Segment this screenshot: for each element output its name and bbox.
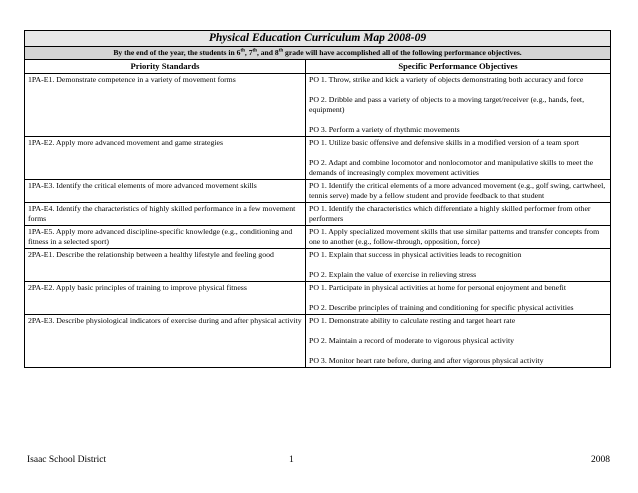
intro-row <box>25 47 611 60</box>
table-row <box>25 282 611 315</box>
table-row <box>25 249 611 282</box>
performance-objectives <box>306 137 611 180</box>
footer-page-number: 1 <box>289 455 294 465</box>
title-row <box>25 31 611 47</box>
performance-objective: PO 1. Throw, strike and kick a variety of objects demonstrating both accuracy and force <box>309 75 584 84</box>
priority-standard: 2PA-E3. Describe physiological indicators of exercise during and after physical activity <box>25 315 306 368</box>
performance-objective: PO 2. Dribble and pass a variety of objects to a moving target/receiver (e.g., hands, feet, equipment) <box>309 95 585 114</box>
column-header-objectives: Specific Performance Objectives <box>306 60 611 74</box>
column-header-standards: Priority Standards <box>25 60 306 74</box>
priority-standard: 1PA-E2. Apply more advanced movement and game strategies <box>25 137 306 180</box>
performance-objective: PO 1. Apply specialized movement skills that use similar patterns and transfer concepts from one to another (e.g., follow-through, opposition, force) <box>309 227 600 246</box>
intro-sup-3: th <box>278 48 284 54</box>
performance-objective: PO 3. Perform a variety of rhythmic movements <box>309 125 460 134</box>
performance-objective: PO 1. Utilize basic offensive and defensive skills in a modified version of a team sport <box>309 138 580 147</box>
intro-text-4: grade will have accomplished all of the following performance objectives. <box>283 48 522 57</box>
performance-objectives <box>306 249 611 282</box>
performance-objectives <box>306 226 611 249</box>
intro-text-2: , 7 <box>244 48 253 57</box>
performance-objective: PO 2. Adapt and combine locomotor and nonlocomotor and manipulative skills to meet the demands of increasingly complex movement activities <box>309 158 594 177</box>
table-row <box>25 203 611 226</box>
table-row <box>25 180 611 203</box>
performance-objectives <box>306 315 611 368</box>
footer-district: Isaac School District <box>27 455 107 465</box>
table-row <box>25 226 611 249</box>
performance-objective: PO 1. Identify the critical elements of a more advanced movement (e.g., golf swing, cartwheel, tennis serve) made by a fellow student and provide feedback to that student <box>309 181 606 200</box>
performance-objective: PO 2. Explain the value of exercise in relieving stress <box>309 270 477 279</box>
table-row <box>25 74 611 137</box>
priority-standard: 1PA-E3. Identify the critical elements of more advanced movement skills <box>25 180 306 203</box>
page-footer <box>27 455 610 467</box>
intro-sup-2: th <box>252 48 257 54</box>
performance-objectives <box>306 203 611 226</box>
performance-objectives <box>306 282 611 315</box>
performance-objective: PO 1. Demonstrate ability to calculate resting and target heart rate <box>309 316 516 325</box>
table-row <box>25 137 611 180</box>
priority-standard: 2PA-E1. Describe the relationship between a healthy lifestyle and feeling good <box>25 249 306 282</box>
header-row <box>25 60 611 74</box>
performance-objectives <box>306 74 611 137</box>
intro-text-1: By the end of the year, the students in 6 <box>113 48 241 57</box>
performance-objective: PO 1. Identify the characteristics which differentiate a highly skilled performer from other performers <box>309 204 591 223</box>
priority-standard: 2PA-E2. Apply basic principles of training to improve physical fitness <box>25 282 306 315</box>
performance-objective: PO 2. Describe principles of training and conditioning for specific physical activities <box>309 303 574 312</box>
performance-objective: PO 1. Participate in physical activities at home for personal enjoyment and benefit <box>309 283 567 292</box>
intro-sup-1: th <box>240 48 245 54</box>
priority-standard: 1PA-E5. Apply more advanced discipline-specific knowledge (e.g., conditioning and fitness in a selected sport) <box>25 226 306 249</box>
curriculum-map-table <box>24 30 611 368</box>
performance-objective: PO 2. Maintain a record of moderate to vigorous physical activity <box>309 336 515 345</box>
performance-objective: PO 1. Explain that success in physical activities leads to recognition <box>309 250 522 259</box>
performance-objectives <box>306 180 611 203</box>
document-page <box>24 30 610 368</box>
table-row <box>25 315 611 368</box>
intro-statement <box>25 47 611 60</box>
footer-year: 2008 <box>591 455 610 465</box>
priority-standard: 1PA-E1. Demonstrate competence in a variety of movement forms <box>25 74 306 137</box>
performance-objective: PO 3. Monitor heart rate before, during and after vigorous physical activity <box>309 356 544 365</box>
document-title: Physical Education Curriculum Map 2008-09 <box>25 31 611 47</box>
priority-standard: 1PA-E4. Identify the characteristics of highly skilled performance in a few movement forms <box>25 203 306 226</box>
intro-text-3: , and 8 <box>256 48 279 57</box>
